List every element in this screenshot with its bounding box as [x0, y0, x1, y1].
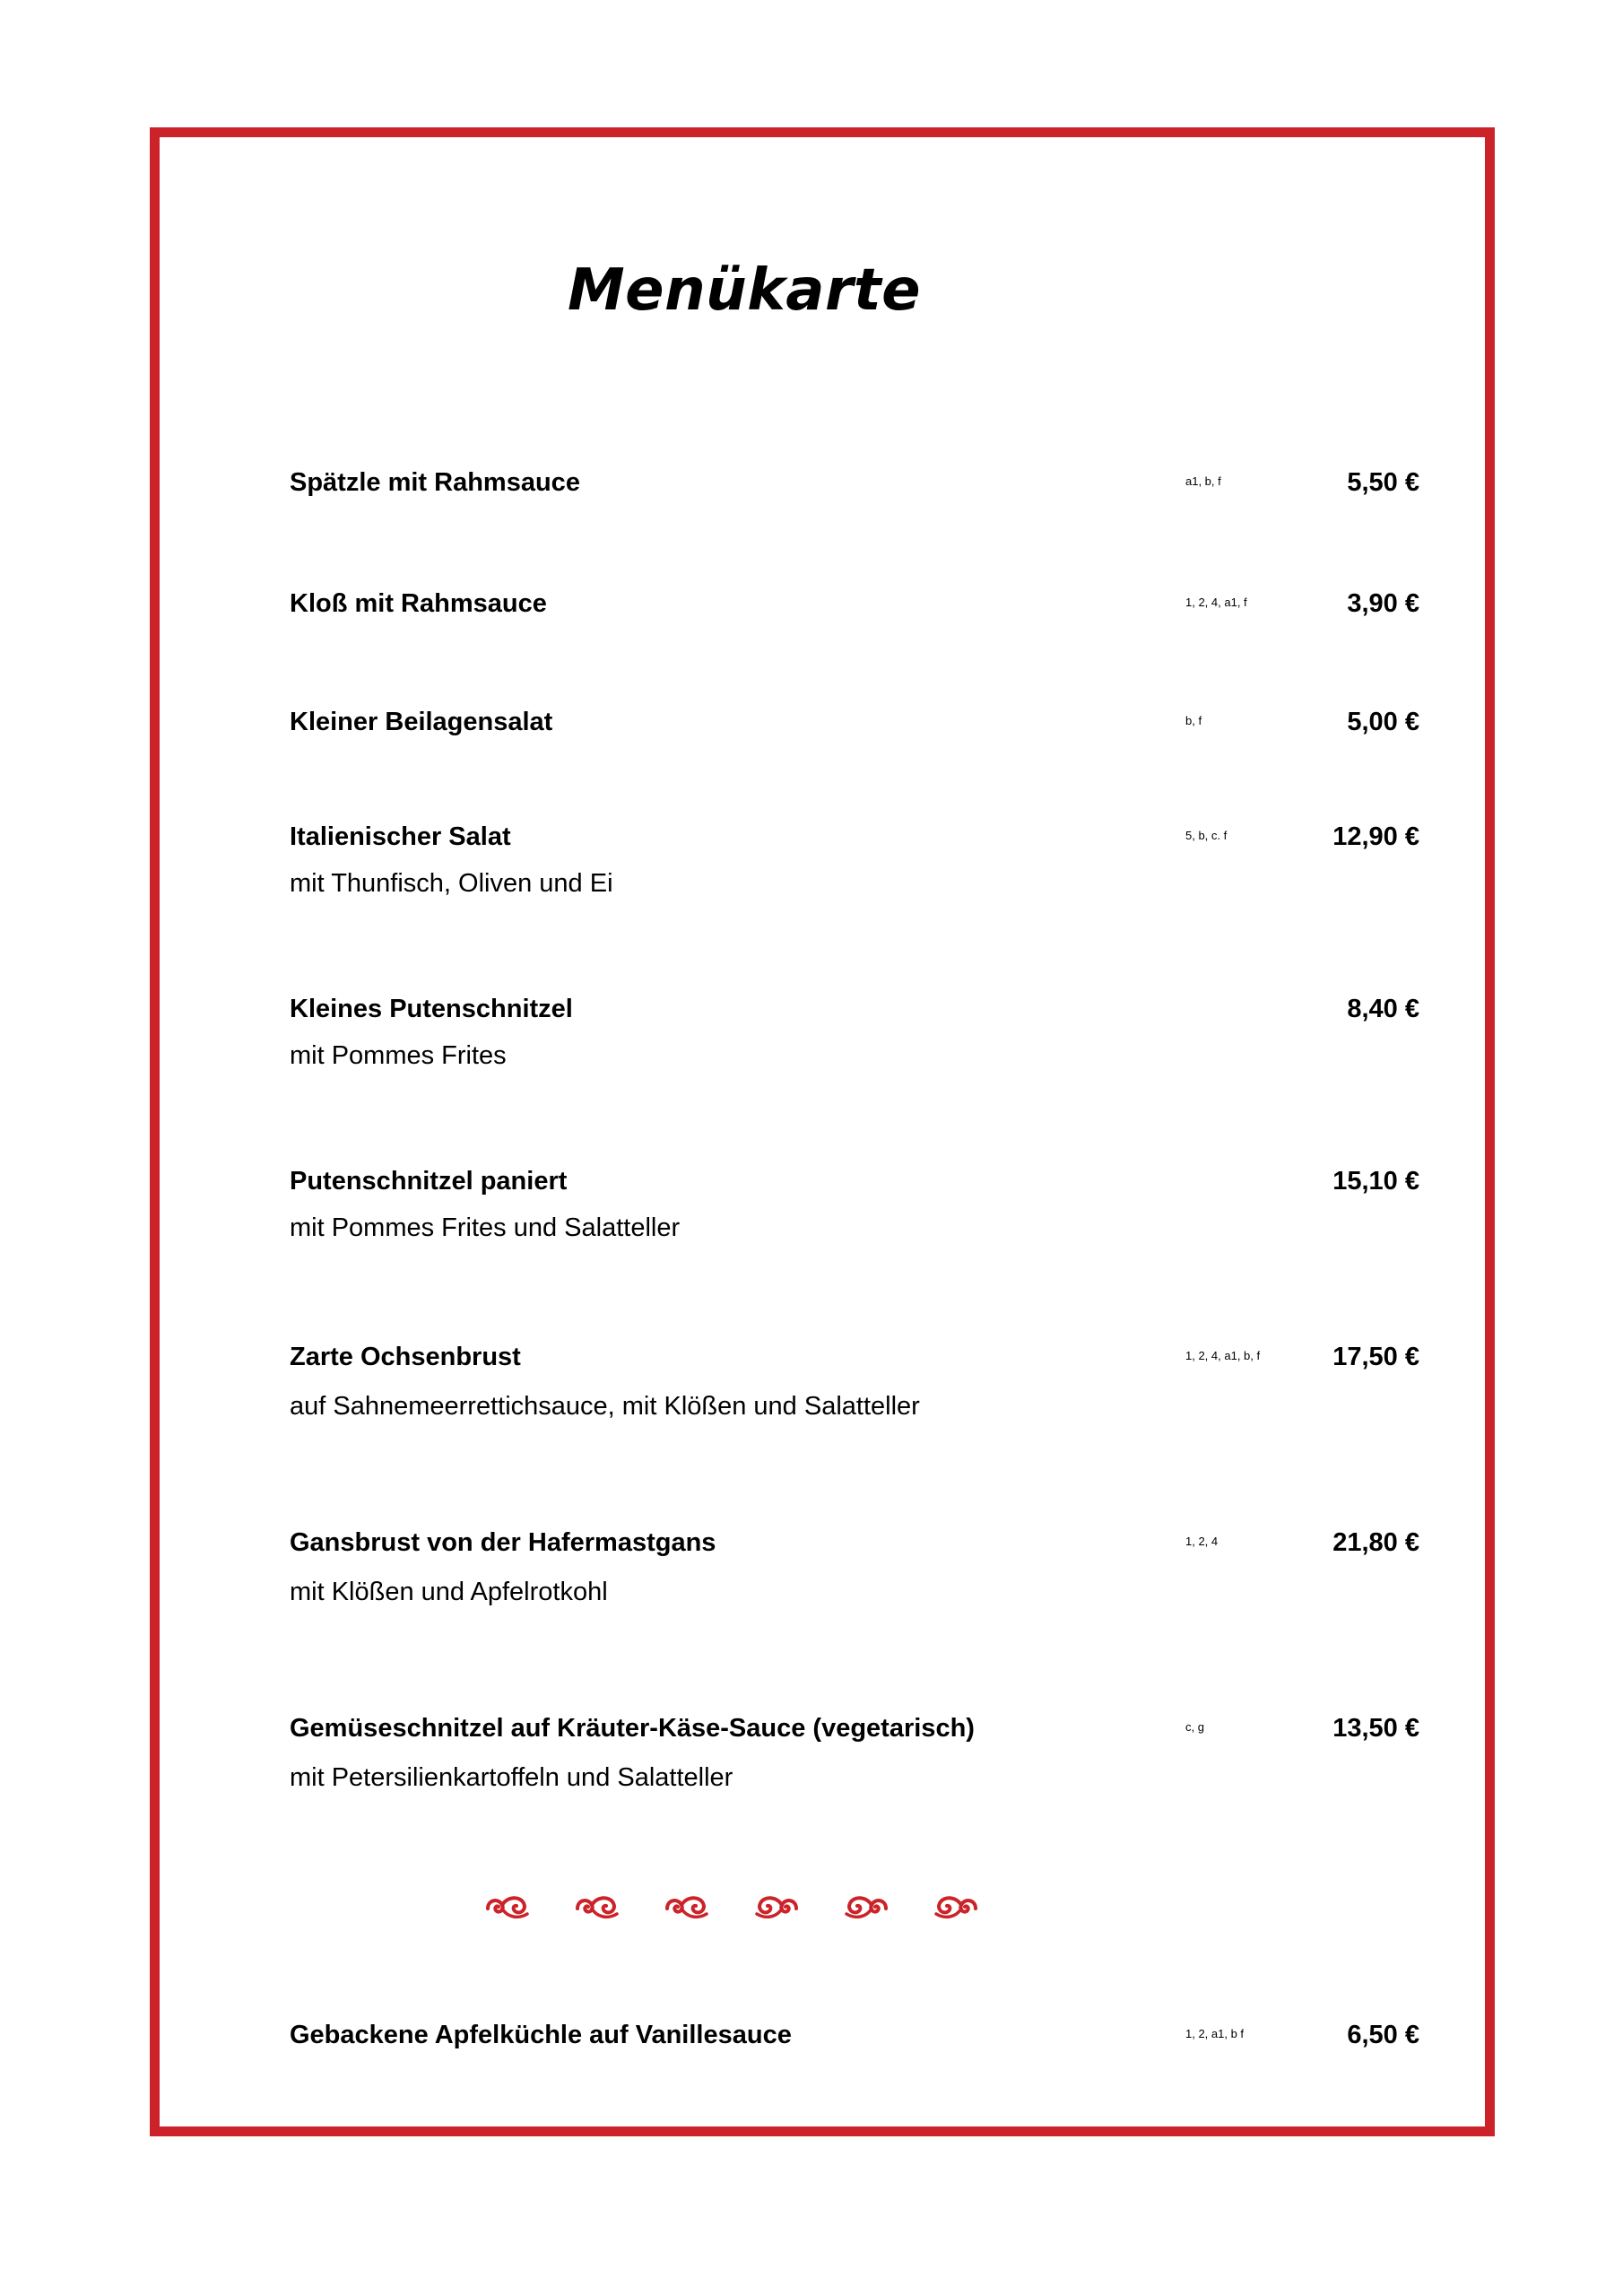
menu-item-description: mit Thunfisch, Oliven und Ei [290, 869, 613, 898]
menu-item-allergens: 1, 2, 4, a1, b, f [1185, 1349, 1261, 1362]
menu-title: Menükarte [567, 257, 922, 324]
menu-item-allergens: a1, b, f [1185, 474, 1221, 488]
menu-item-description: mit Klößen und Apfelrotkohl [290, 1578, 608, 1606]
menu-border-frame [150, 127, 1495, 2136]
menu-item-name: Italienischer Salat [290, 822, 511, 851]
menu-item-price: 8,40 € [1347, 995, 1419, 1023]
menu-item-price: 13,50 € [1332, 1714, 1419, 1743]
menu-item-name: Kloß mit Rahmsauce [290, 589, 547, 618]
flourish-left-icon [753, 1891, 800, 1923]
flourish-right-icon [664, 1891, 710, 1923]
menu-item-name: Gansbrust von der Hafermastgans [290, 1528, 716, 1557]
menu-item-name: Gebackene Apfelküchle auf Vanillesauce [290, 2021, 792, 2049]
menu-item-name: Spätzle mit Rahmsauce [290, 468, 580, 497]
menu-item-allergens: b, f [1185, 714, 1202, 727]
menu-item-allergens: 1, 2, 4, a1, f [1185, 596, 1247, 609]
ornament-divider [484, 1891, 986, 1926]
menu-item-allergens: c, g [1185, 1720, 1204, 1734]
menu-item-name: Kleiner Beilagensalat [290, 708, 553, 736]
menu-item-price: 3,90 € [1347, 589, 1419, 618]
menu-item-allergens: 1, 2, a1, b f [1185, 2027, 1245, 2040]
menu-item-price: 12,90 € [1332, 822, 1419, 851]
flourish-right-icon [484, 1891, 531, 1923]
menu-item-description: auf Sahnemeerrettichsauce, mit Klößen und Salatteller [290, 1392, 920, 1421]
flourish-left-icon [843, 1891, 890, 1923]
menu-item-description: mit Petersilienkartoffeln und Salatteller [290, 1763, 733, 1792]
menu-item-description: mit Pommes Frites und Salatteller [290, 1213, 681, 1242]
menu-item-price: 5,00 € [1347, 708, 1419, 736]
menu-item-allergens: 5, b, c. f [1185, 829, 1228, 842]
menu-item-allergens: 1, 2, 4 [1185, 1535, 1219, 1548]
menu-item-price: 6,50 € [1347, 2021, 1419, 2049]
menu-item-name: Putenschnitzel paniert [290, 1167, 568, 1196]
menu-item-price: 15,10 € [1332, 1167, 1419, 1196]
menu-item-price: 21,80 € [1332, 1528, 1419, 1557]
flourish-left-icon [933, 1891, 979, 1923]
menu-item-name: Gemüseschnitzel auf Kräuter-Käse-Sauce (vegetarisch) [290, 1714, 975, 1743]
menu-item-description: mit Pommes Frites [290, 1041, 507, 1070]
menu-item-name: Kleines Putenschnitzel [290, 995, 573, 1023]
menu-item-price: 17,50 € [1332, 1343, 1419, 1371]
menu-item-name: Zarte Ochsenbrust [290, 1343, 521, 1371]
menu-item-price: 5,50 € [1347, 468, 1419, 497]
flourish-right-icon [574, 1891, 621, 1923]
